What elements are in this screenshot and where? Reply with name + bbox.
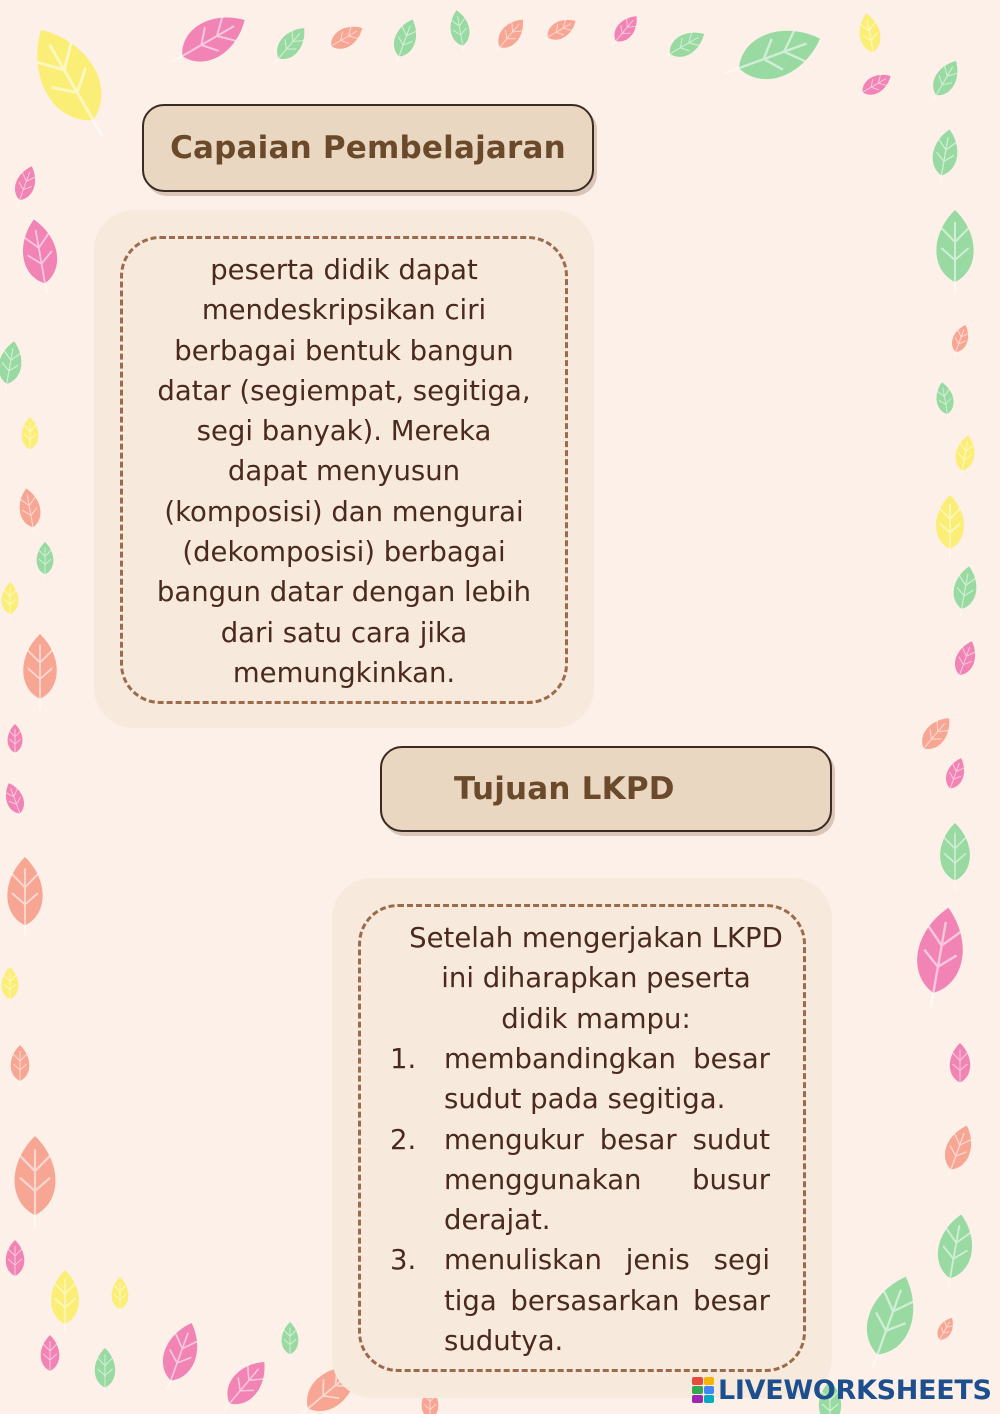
leaf-icon <box>949 564 980 618</box>
leaf-icon <box>37 542 54 580</box>
leaf-icon <box>932 1212 978 1292</box>
leaf-icon <box>51 1270 79 1333</box>
tujuan-list <box>390 1039 770 1361</box>
leaf-icon <box>1 780 30 821</box>
leaf-icon <box>16 487 44 536</box>
leaf-icon <box>2 582 19 620</box>
leaf-icon <box>15 1136 56 1228</box>
capaian-title: Capaian Pembelajaran <box>170 130 566 166</box>
leaf-icon <box>936 495 964 558</box>
leaf-icon <box>447 9 473 54</box>
capaian-line: berbagai bentuk bangun <box>174 334 514 367</box>
tujuan-title-pill <box>380 746 832 832</box>
leaf-icon <box>940 823 970 890</box>
tujuan-title: Tujuan LKPD <box>454 771 675 807</box>
leaf-icon <box>7 857 42 937</box>
capaian-title-pill <box>142 104 594 192</box>
capaian-line: (dekomposisi) berbagai <box>182 536 506 569</box>
capaian-line: (komposisi) dan mengurai <box>164 495 524 528</box>
tujuan-intro-line: didik mampu: <box>501 1002 691 1035</box>
leaf-icon <box>909 904 970 1011</box>
leaf-icon <box>952 434 978 479</box>
tujuan-intro <box>384 918 808 1039</box>
leaf-icon <box>854 69 895 102</box>
leaf-icon <box>22 417 39 455</box>
leaf-icon <box>949 638 981 684</box>
leaf-icon <box>934 381 957 421</box>
liveworksheets-logo-icon <box>692 1377 714 1403</box>
leaf-icon <box>41 1335 60 1377</box>
leaf-icon <box>932 1315 958 1347</box>
leaf-icon <box>17 217 63 297</box>
capaian-line: peserta didik dapat <box>210 254 478 286</box>
watermark-text: LIVEWORKSHEETS <box>718 1374 992 1406</box>
capaian-line: datar (segiempat, segitiga, <box>157 374 531 407</box>
list-text: membandingkan besar sudut pada segitiga. <box>444 1043 770 1116</box>
leaf-icon <box>940 755 969 796</box>
leaf-icon <box>856 12 884 61</box>
capaian-line: segi banyak). Mereka <box>196 415 492 448</box>
leaf-icon <box>606 11 643 51</box>
leaf-icon <box>152 1318 206 1396</box>
list-text: mengukur besar sudut menggunakan busur derajat. <box>444 1123 770 1237</box>
capaian-line: bangun datar dengan lebih <box>156 576 532 609</box>
leaf-icon <box>936 210 973 294</box>
leaf-icon <box>539 14 580 47</box>
leaf-icon <box>937 1121 978 1181</box>
leaf-icon <box>18 16 126 148</box>
tujuan-list-item <box>390 1240 770 1361</box>
leaf-icon <box>2 967 19 1005</box>
leaf-icon <box>11 1045 30 1087</box>
leaf-icon <box>163 4 254 78</box>
leaf-icon <box>718 18 828 94</box>
list-text: menuliskan jenis segi tiga bersasarkan besar sudutya. <box>444 1244 770 1358</box>
leaf-icon <box>9 163 41 209</box>
leaf-icon <box>282 1322 299 1360</box>
leaf-icon <box>928 127 961 185</box>
capaian-line: memungkinkan. <box>232 656 456 689</box>
capaian-line: dapat menyusun <box>227 455 461 488</box>
leaf-icon <box>95 1348 115 1394</box>
tujuan-intro-line: ini diharapkan peserta <box>441 962 751 995</box>
leaf-icon <box>213 1353 275 1414</box>
leaf-icon <box>387 16 422 66</box>
tujuan-list-item <box>390 1039 770 1120</box>
list-number: 2. <box>390 1123 417 1156</box>
capaian-line: mendeskripsikan ciri <box>201 294 487 327</box>
leaf-icon <box>23 634 56 710</box>
leaf-icon <box>321 20 367 57</box>
leaf-icon <box>6 1240 25 1282</box>
liveworksheets-watermark[interactable] <box>692 1373 992 1407</box>
leaf-icon <box>112 1277 129 1315</box>
capaian-text <box>124 250 564 693</box>
capaian-line: dari satu cara jika <box>220 616 468 649</box>
tujuan-intro-line: Setelah mengerjakan LKPD <box>409 922 783 954</box>
leaf-icon <box>267 22 312 71</box>
leaf-icon <box>947 322 972 359</box>
list-number: 3. <box>390 1244 417 1277</box>
leaf-icon <box>912 712 957 761</box>
tujuan-list-item <box>390 1120 770 1241</box>
leaf-icon <box>659 25 709 66</box>
leaf-icon <box>489 14 530 58</box>
leaf-icon <box>853 1269 926 1374</box>
leaf-icon <box>924 56 965 106</box>
list-number: 1. <box>390 1043 417 1075</box>
leaf-icon <box>0 339 25 393</box>
leaf-icon <box>8 724 23 758</box>
leaf-icon <box>950 1043 970 1089</box>
